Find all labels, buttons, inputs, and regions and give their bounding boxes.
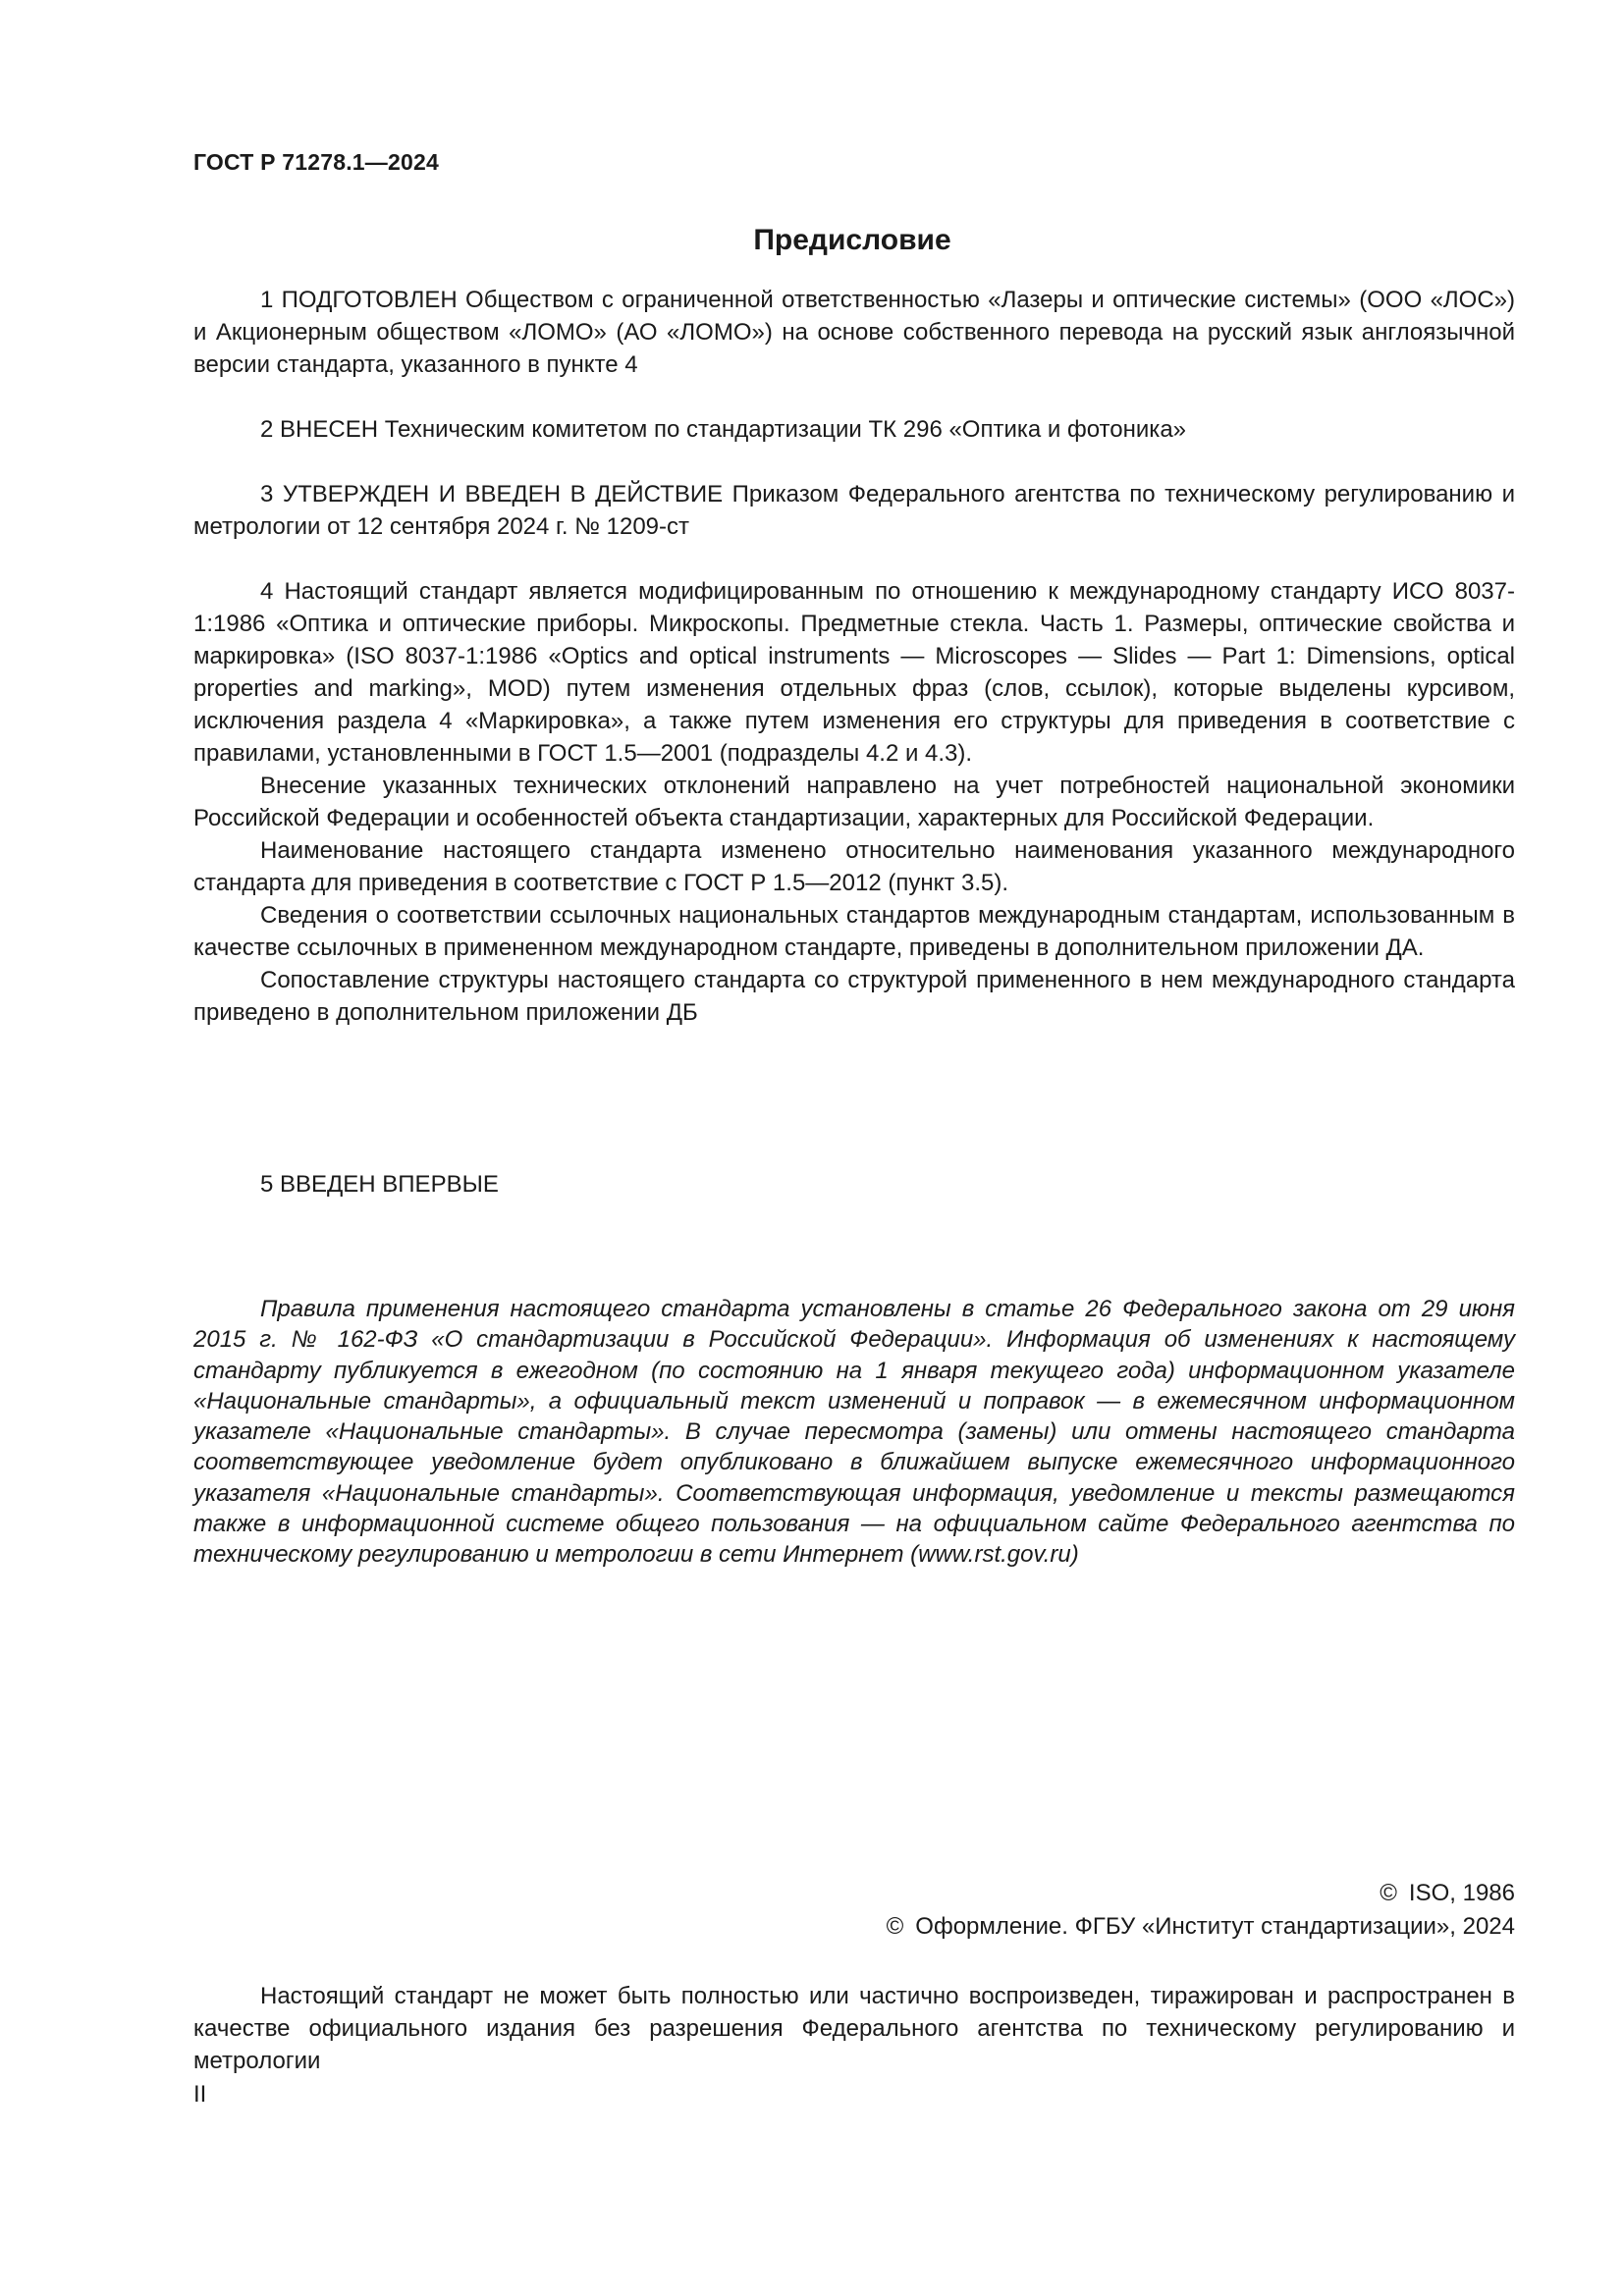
copyright-iso-text: ISO, 1986 <box>1408 1880 1515 1906</box>
document-code: ГОСТ Р 71278.1—2024 <box>193 149 439 175</box>
copyright-design <box>887 1910 1515 1943</box>
foreword-item-5-block <box>193 1168 1515 1201</box>
copyright-symbol: © <box>886 1913 904 1940</box>
copyright-symbol: © <box>1380 1880 1397 1906</box>
reproduction-notice-text: Настоящий стандарт не может быть полностью или частично воспроизведен, тиражирован и распространен в качестве официального издания без разрешения Федерального агентства по техническому регулированию и метрологии <box>193 1983 1515 2074</box>
foreword-item-3: 3 УТВЕРЖДЕН И ВВЕДЕН В ДЕЙСТВИЕ Приказом Федерального агентства по техническому регулированию и метрологии от 12 сентября 2024 г. № 1209-ст <box>193 481 1515 540</box>
foreword-item-5: 5 ВВЕДЕН ВПЕРВЫЕ <box>260 1171 499 1198</box>
copyright-iso <box>1380 1877 1515 1909</box>
foreword-item-4-title-change: Наименование настоящего стандарта изменено относительно наименования указанного международного стандарта для приведения в соответствие с ГОСТ Р 1.5—2012 (пункт 3.5). <box>193 837 1515 896</box>
reproduction-notice <box>193 1980 1515 2077</box>
foreword-item-4-structure: Сопоставление структуры настоящего стандарта со структурой примененного в нем международного стандарта приведено в дополнительном приложении ДБ <box>193 967 1515 1026</box>
legal-note-text: Правила применения настоящего стандарта установлены в статье 26 Федерального закона от 29 июня 2015 г. № 162-ФЗ «О стандартизации в Российской Федерации». Информация об изменениях к настоящему стандарту публикуется в ежегодном (по состоянию на 1 января текущего года) информационном указателе «Национальные стандарты», а официальный текст изменений и поправок — в ежемесячном информационном указателе «Национальные стандарты». В случае пересмотра (замены) или отмены настоящего стандарта соответствующее уведомление будет опубликовано в ближайшем выпуске ежемесячного информационного указателя «Национальные стандарты». Соответствующая информация, уведомление и тексты размещаются также в информационной системе общего пользования — на официальном сайте Федерального агентства по техническому регулированию и метрологии в сети Интернет (www.rst.gov.ru) <box>193 1296 1515 1569</box>
foreword-item-2: 2 ВНЕСЕН Техническим комитетом по стандартизации ТК 296 «Оптика и фотоника» <box>260 416 1187 443</box>
foreword-items <box>193 284 1515 1029</box>
page-title: Предисловие <box>753 224 951 256</box>
foreword-item-4: 4 Настоящий стандарт является модифицированным по отношению к международному стандарту ИСО 8037-1:1986 «Оптика и оптические приборы. Микроскопы. Предметные стекла. Часть 1. Размеры, оптические свойства и маркировка» (ISO 8037-1:1986 «Optics and optical instruments — Microscopes — Slides — Part 1: Dimensions, optical properties and marking», MOD) путем изменения отдельных фраз (слов, ссылок), которые выделены курсивом, исключения раздела 4 «Маркировка», а также путем изменения его структуры для приведения в соответствие с правилами, установленными в ГОСТ 1.5—2001 (подразделы 4.2 и 4.3). <box>193 578 1515 767</box>
foreword-item-1: 1 ПОДГОТОВЛЕН Обществом с ограниченной ответственностью «Лазеры и оптические системы» (ООО «ЛОС») и Акционерным обществом «ЛОМО» (АО «ЛОМО») на основе собственного перевода на русский язык англоязычной версии стандарта, указанного в пункте 4 <box>193 287 1515 378</box>
foreword-item-4-deviations: Внесение указанных технических отклонений направлено на учет потребностей национальной экономики Российской Федерации и особенностей объекта стандартизации, характерных для Российской Федерации. <box>193 773 1515 831</box>
copyright-design-text: Оформление. ФГБУ «Институт стандартизации», 2024 <box>915 1913 1515 1940</box>
foreword-item-4-references: Сведения о соответствии ссылочных национальных стандартов международным стандартам, использованным в качестве ссылочных в примененном международном стандарте, приведены в дополнительном приложении ДА. <box>193 902 1515 961</box>
page-number: II <box>193 2081 207 2108</box>
legal-note <box>193 1294 1515 1571</box>
